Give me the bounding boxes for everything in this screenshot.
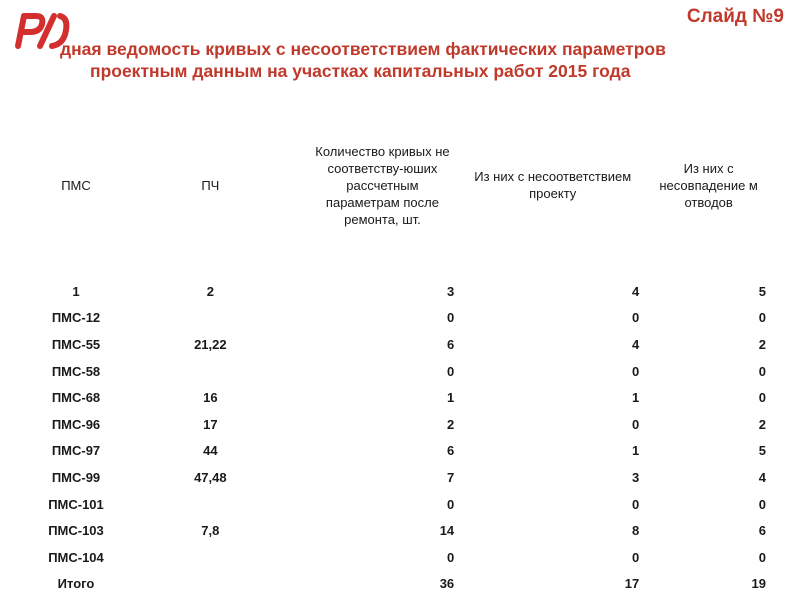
cell-project: 4 — [632, 283, 640, 299]
table-row — [36, 517, 772, 544]
cell-pch: 16 — [203, 390, 218, 406]
cell-curves: 0 — [446, 310, 455, 326]
slide-number: Слайд №9 — [686, 6, 784, 27]
cell-pms: ПМС-99 — [51, 469, 101, 485]
cell-pms: Итого — [57, 576, 95, 592]
cell-pch — [116, 571, 305, 598]
cell-curves: 0 — [446, 496, 455, 512]
cell-curves: 36 — [439, 576, 455, 592]
cell-allotment: 2 — [758, 416, 766, 432]
cell-allotment: 0 — [758, 496, 766, 512]
table-row — [36, 305, 772, 332]
cell-project: 3 — [632, 469, 640, 485]
cell-allotment: 0 — [758, 363, 766, 379]
table-row — [36, 544, 772, 571]
cell-project: 0 — [632, 549, 640, 565]
table-row — [36, 491, 772, 518]
cell-pch: 44 — [203, 443, 218, 459]
cell-project: 0 — [632, 310, 640, 326]
cell-pms: ПМС-55 — [51, 336, 101, 352]
header-pms: ПМС — [61, 177, 91, 193]
page-title — [60, 38, 780, 82]
cell-curves: 14 — [439, 523, 455, 539]
cell-project: 0 — [632, 416, 640, 432]
cell-pch — [116, 305, 305, 332]
cell-pms: ПМС-103 — [48, 523, 104, 539]
cell-curves: 6 — [446, 443, 455, 459]
cell-pch: 2 — [206, 283, 214, 299]
cell-pch — [116, 491, 305, 518]
cell-pch — [116, 358, 305, 385]
cell-project: 4 — [632, 336, 640, 352]
cell-curves: 7 — [446, 469, 455, 485]
cell-allotment: 0 — [758, 549, 766, 565]
cell-curves: 0 — [446, 549, 455, 565]
cell-pms: ПМС-68 — [51, 390, 101, 406]
table-index-row — [36, 278, 772, 305]
cell-pms: 1 — [72, 283, 80, 299]
cell-pch: 17 — [203, 416, 218, 432]
cell-project: 1 — [632, 443, 640, 459]
cell-curves: 6 — [446, 336, 455, 352]
table-header-row — [36, 140, 772, 230]
cell-curves: 3 — [446, 283, 455, 299]
title-line-1: дная ведомость кривых с несоответствием фактических параметров — [60, 39, 666, 59]
cell-pms: ПМС-101 — [48, 496, 104, 512]
header-allotment-mismatch: Из них с несовпадение м отводов — [659, 160, 758, 210]
cell-project: 17 — [624, 576, 640, 592]
title-line-2: проектным данным на участках капитальных работ 2015 года — [90, 61, 631, 81]
cell-allotment: 2 — [758, 336, 766, 352]
curves-table — [36, 140, 772, 597]
table-total-row — [36, 571, 772, 598]
cell-pch — [116, 544, 305, 571]
table-row — [36, 464, 772, 491]
cell-pms: ПМС-104 — [48, 549, 104, 565]
header-pch: ПЧ — [201, 177, 220, 193]
cell-project: 0 — [632, 363, 640, 379]
cell-pms: ПМС-12 — [51, 310, 101, 326]
header-project-mismatch: Из них с несоответствием проекту — [474, 169, 632, 201]
cell-pch: 21,22 — [194, 336, 227, 352]
table-row — [36, 438, 772, 465]
cell-pms: ПМС-58 — [51, 363, 101, 379]
cell-allotment: 5 — [758, 443, 766, 459]
cell-pch: 7,8 — [201, 523, 220, 539]
cell-allotment: 5 — [758, 283, 766, 299]
table-row — [36, 331, 772, 358]
cell-allotment: 0 — [758, 390, 766, 406]
cell-allotment: 6 — [758, 523, 766, 539]
cell-allotment: 0 — [758, 310, 766, 326]
cell-pms: ПМС-96 — [51, 416, 101, 432]
cell-project: 8 — [632, 523, 640, 539]
table-row — [36, 358, 772, 385]
header-curves-count: Количество кривых не соответству-юших рассчетным параметрам после ремонта, шт. — [315, 143, 450, 227]
cell-curves: 2 — [446, 416, 455, 432]
cell-project: 1 — [632, 390, 640, 406]
cell-allotment: 19 — [751, 576, 766, 592]
cell-allotment: 4 — [758, 469, 766, 485]
cell-pms: ПМС-97 — [51, 443, 101, 459]
cell-curves: 1 — [446, 390, 455, 406]
table-row — [36, 411, 772, 438]
cell-project: 0 — [632, 496, 640, 512]
cell-curves: 0 — [446, 363, 455, 379]
table-row — [36, 384, 772, 411]
cell-pch: 47,48 — [194, 469, 227, 485]
